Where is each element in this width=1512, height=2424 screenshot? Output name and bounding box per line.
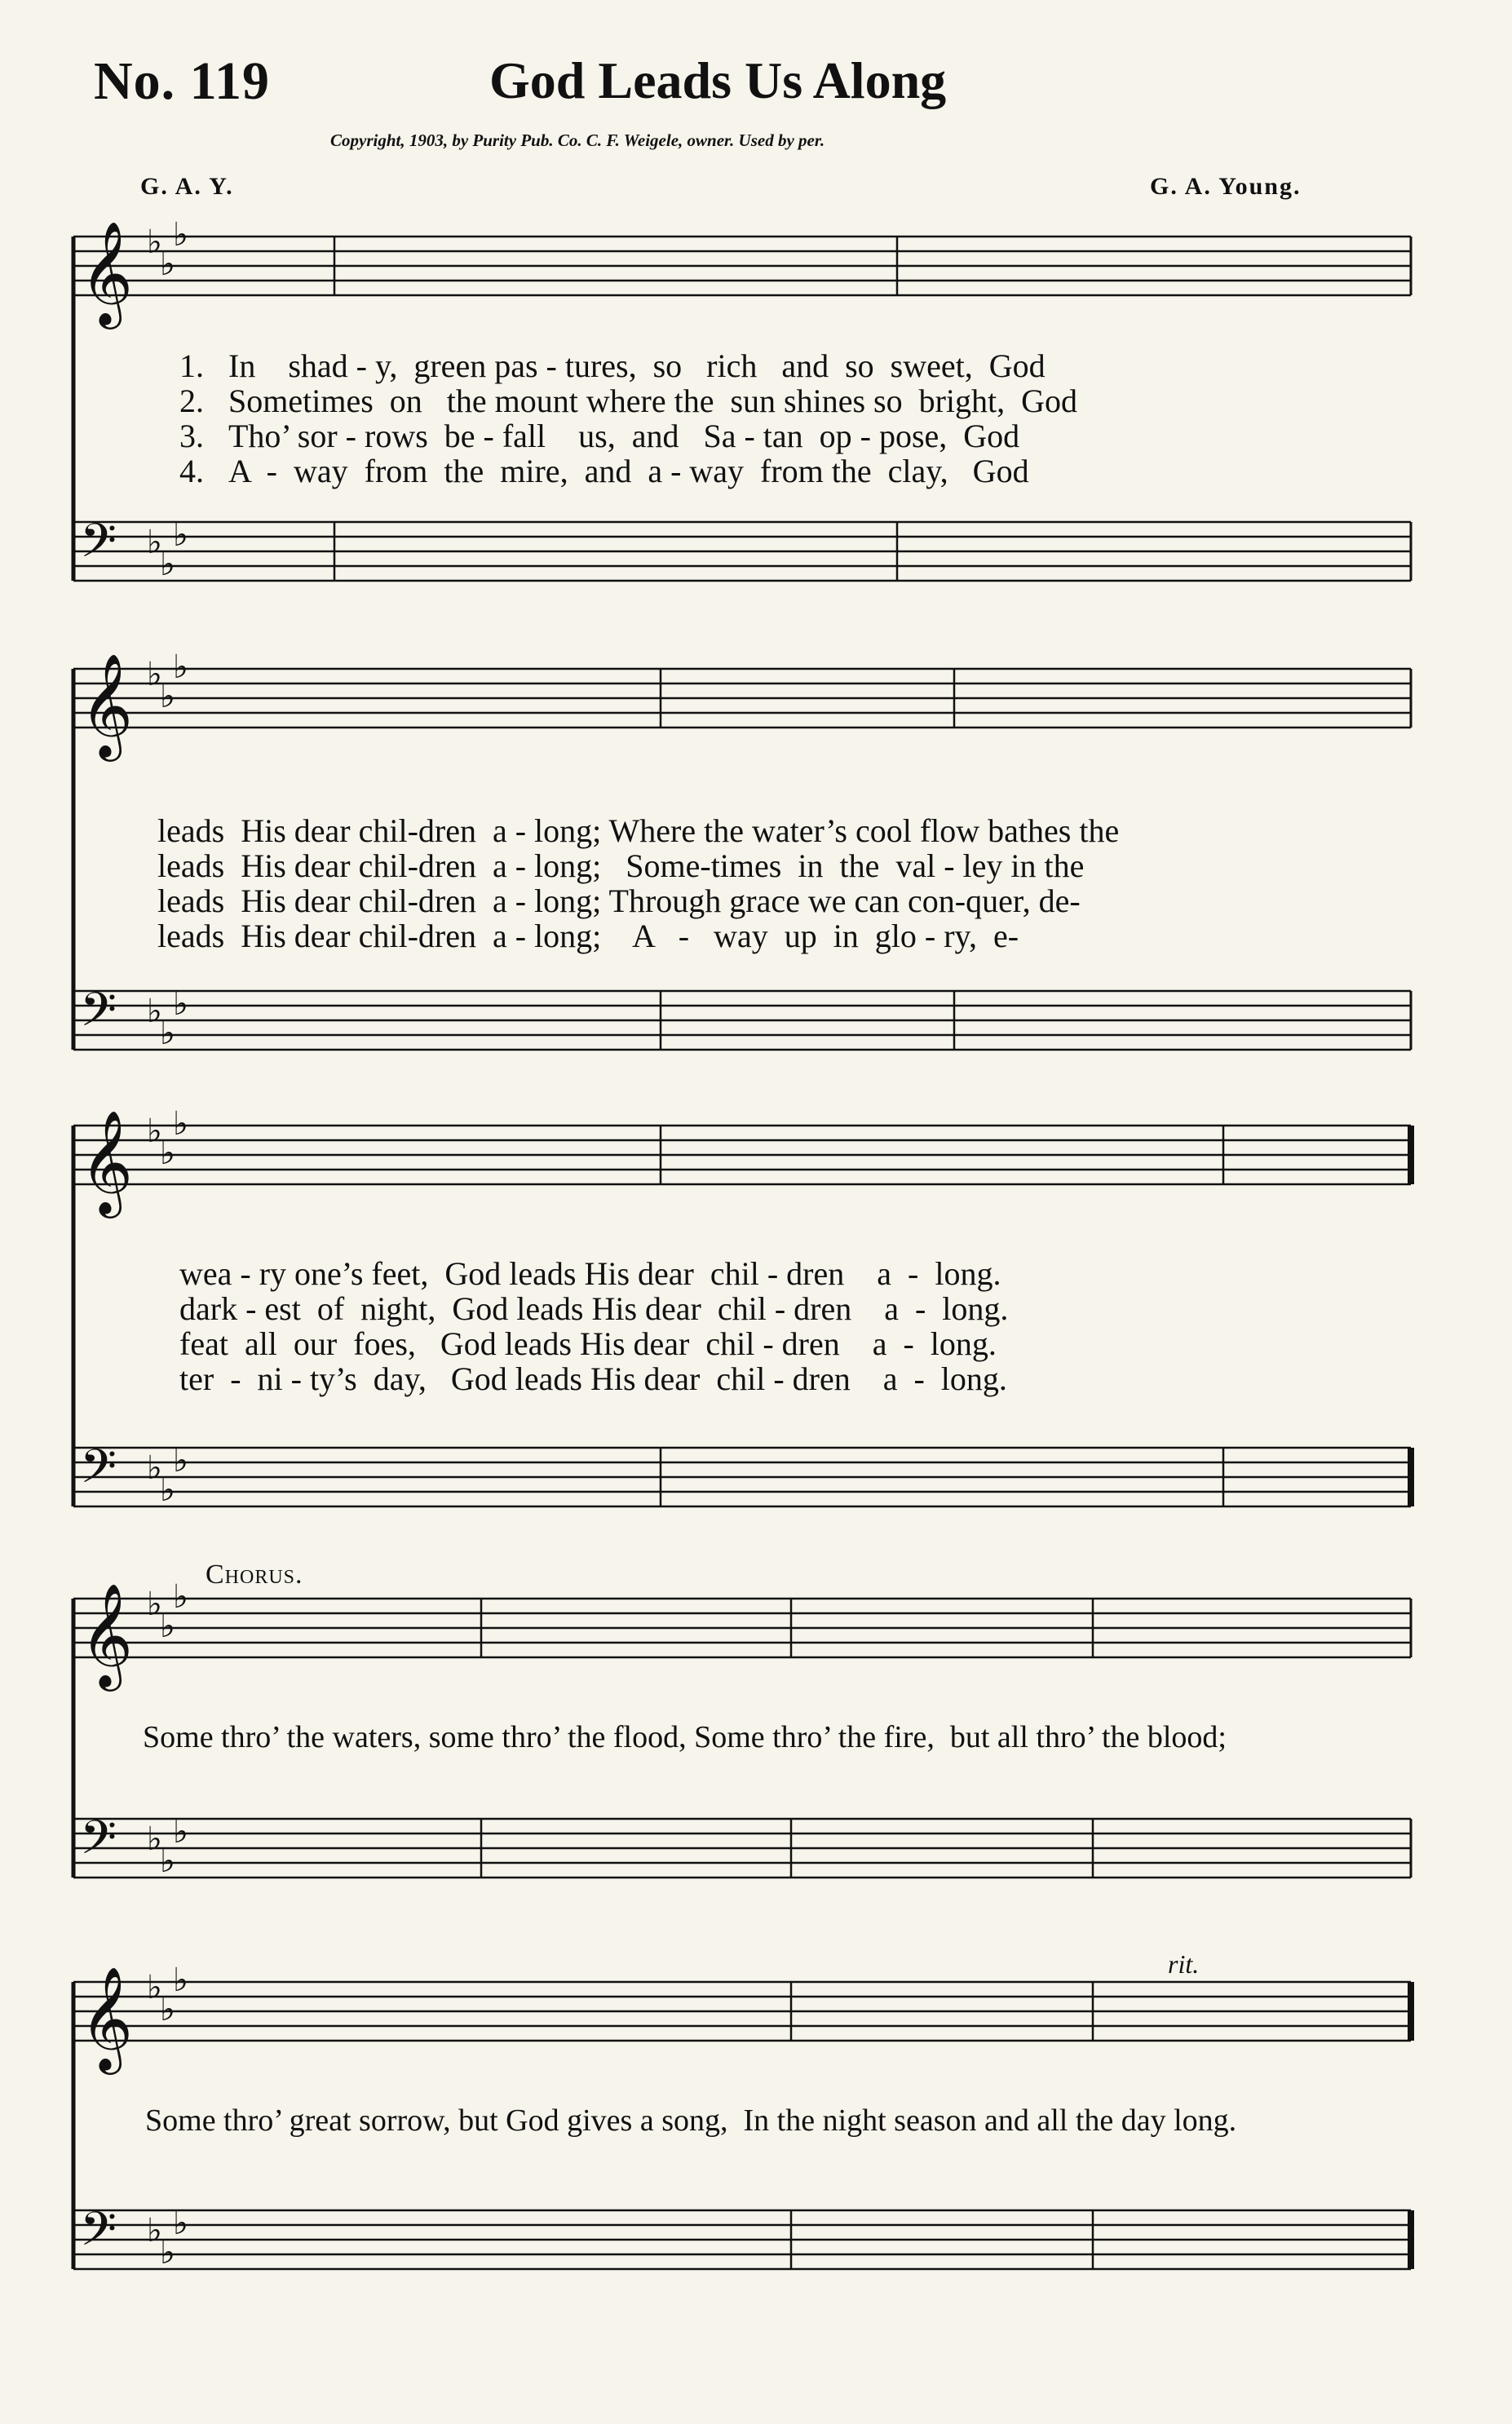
composer-credit: G. A. Young. [1150,173,1302,200]
lyric-line [157,882,1081,920]
lyric-text: In shad - y, green pas - tures, so rich and so sweet, God [228,347,1046,384]
lyric-text: Some thro’ great sorrow, but God gives a song, In the night season and all the day long. [145,2103,1237,2138]
flat-icon: ♭ [160,1015,175,1052]
lyric-text: leads His dear chil-dren a - long; Some-times in the val - ley in the [157,847,1085,884]
lyric-line [157,812,1119,850]
flat-icon: ♭ [173,1813,188,1851]
flat-icon: ♭ [160,1471,175,1509]
flat-icon: ♭ [160,546,175,583]
treble-clef-icon: 𝄞 [80,1582,134,1687]
flat-icon: ♭ [160,245,175,283]
verse-number: 2. [179,383,204,419]
treble-clef-icon: 𝄞 [80,1966,134,2070]
flat-icon: ♭ [173,985,188,1023]
verse-number: 3. [179,418,204,454]
lyric-line [179,347,1046,385]
flat-icon: ♭ [160,678,175,715]
flat-icon: ♭ [173,1578,188,1616]
flat-icon: ♭ [147,1449,162,1487]
hymn-title: God Leads Us Along [489,51,947,109]
treble-clef-icon: 𝄞 [80,652,134,757]
lyric-text: dark - est of night, God leads His dear chil - dren a - long. [179,1290,1009,1327]
bass-clef-icon: 𝄢 [80,1810,117,1877]
flat-icon: ♭ [173,1962,188,1999]
flat-icon: ♭ [147,1820,162,1858]
lyric-line [179,382,1077,420]
flat-icon: ♭ [160,1135,175,1172]
flat-icon: ♭ [173,1442,188,1480]
flat-icon: ♭ [147,2212,162,2249]
music-system-3 [73,1105,1411,1533]
lyric-line [157,847,1084,885]
flat-icon: ♭ [160,1842,175,1880]
lyric-line [179,1325,997,1363]
lyric-line [179,452,1029,490]
flat-icon: ♭ [147,1969,162,2006]
lyric-text: Some thro’ the waters, some thro’ the flood, Some thro’ the fire, but all thro’ the blood; [143,1720,1227,1754]
lyric-text: A - way from the mire, and a - way from the clay, God [228,453,1029,489]
flat-icon: ♭ [173,216,188,254]
flat-icon: ♭ [173,2205,188,2242]
lyric-text: Tho’ sor - rows be - fall us, and Sa - tan op - pose, God [228,418,1020,454]
lyric-text: feat all our foes, God leads His dear chil - dren a - long. [179,1325,997,1362]
bass-clef-icon: 𝄢 [80,2201,117,2268]
lyric-text: leads His dear chil-dren a - long; Where the water’s cool flow bathes the [157,812,1120,849]
flat-icon: ♭ [147,656,162,693]
music-system-2 [73,648,1411,1093]
verse-number: 4. [179,453,204,489]
lyric-line [143,1719,1227,1755]
chorus-label: Chorus. [206,1559,303,1590]
lyric-line [157,917,1019,955]
flat-icon: ♭ [147,223,162,261]
lyric-text: wea - ry one’s feet, God leads His dear chil - dren a - long. [179,1255,1001,1292]
flat-icon: ♭ [173,648,188,686]
author-credit: G. A. Y. [140,173,234,200]
music-staves [73,1578,1411,1941]
flat-icon: ♭ [147,524,162,561]
flat-icon: ♭ [147,1112,162,1150]
bass-clef-icon: 𝄢 [80,1439,117,1506]
lyric-line [179,1254,1001,1293]
bass-clef-icon: 𝄢 [80,513,117,580]
lyric-text: ter - ni - ty’s day, God leads His dear chil - dren a - long. [179,1360,1007,1397]
flat-icon: ♭ [160,2234,175,2271]
lyric-line [145,2103,1236,2139]
lyric-text: leads His dear chil-dren a - long; Through grace we can con-quer, de- [157,882,1081,919]
music-system-4 [73,1578,1411,1941]
flat-icon: ♭ [173,1105,188,1143]
lyric-line [179,1289,1008,1328]
lyric-text: leads His dear chil-dren a - long; A - way up in glo - ry, e- [157,918,1019,954]
treble-clef-icon: 𝄞 [80,1109,134,1214]
lyric-line [179,1360,1007,1398]
ritardando-marking: rit. [1168,1949,1200,1979]
flat-icon: ♭ [173,516,188,554]
music-system-1 [73,216,1411,628]
bass-clef-icon: 𝄢 [80,982,117,1049]
copyright-notice: Copyright, 1903, by Purity Pub. Co. C. F. Weigele, owner. Used by per. [330,130,825,150]
lyric-text: Sometimes on the mount where the sun shines so bright, God [228,383,1078,419]
lyric-line [179,417,1019,455]
verse-number: 1. [179,347,204,384]
flat-icon: ♭ [147,1586,162,1623]
hymn-number: No. 119 [94,51,271,111]
treble-clef-icon: 𝄞 [80,220,134,325]
flat-icon: ♭ [160,1991,175,2028]
flat-icon: ♭ [147,993,162,1030]
flat-icon: ♭ [160,1608,175,1645]
